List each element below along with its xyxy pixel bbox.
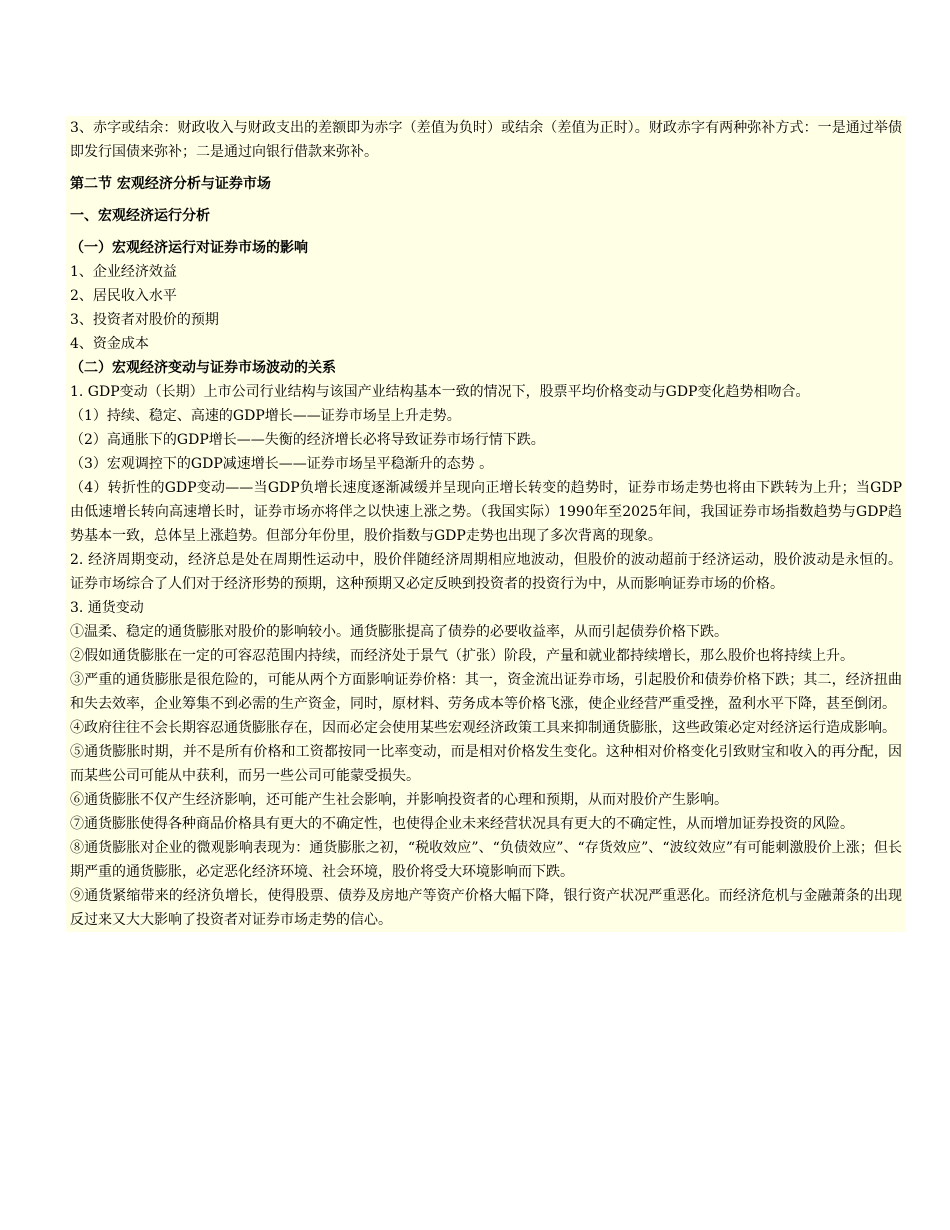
section-heading: 第二节 宏观经济分析与证券市场 (70, 176, 271, 192)
list-item: 4、资金成本 (70, 336, 149, 352)
list-item: ⑤通货膨胀时期，并不是所有价格和工资都按同一比率变动，而是相对价格发生变化。这种相对价格变化引致财宝和收入的再分配，因而某些公司可能从中获利，而另一些公司可能蒙受损失。 (70, 744, 902, 784)
list-item: ④政府往往不会长期容忍通货膨胀存在，因而必定会使用某些宏观经济政策工具来抑制通货膨胀，这些政策必定对经济运行造成影响。 (70, 720, 896, 736)
subsection-heading: 一、宏观经济运行分析 (70, 208, 210, 224)
list-item: 3、投资者对股价的预期 (70, 312, 219, 328)
list-item: ⑥通货膨胀不仅产生经济影响，还可能产生社会影响，并影响投资者的心理和预期，从而对股价产生影响。 (70, 792, 728, 808)
list-item: （2）高通胀下的GDP增长——失衡的经济增长必将导致证券市场行情下跌。 (70, 432, 545, 448)
paragraph-deficit: 3、赤字或结余：财政收入与财政支出的差额即为赤字（差值为负时）或结余（差值为正时）。财政赤字有两种弥补方式：一是通过举债即发行国债来弥补；二是通过向银行借款来弥补。 (70, 120, 902, 160)
subsubsection-heading-1: （一）宏观经济运行对证券市场的影响 (70, 240, 308, 256)
list-item: ②假如通货膨胀在一定的可容忍范围内持续，而经济处于景气（扩张）阶段，产量和就业都持续增长，那么股价也将持续上升。 (70, 648, 854, 664)
paragraph: 3. 通货变动 (70, 600, 144, 616)
subsubsection-heading-2: （二）宏观经济变动与证券市场波动的关系 (70, 360, 336, 376)
list-item: （3）宏观调控下的GDP减速增长——证券市场呈平稳渐升的态势 。 (70, 456, 494, 472)
list-item: ⑧通货膨胀对企业的微观影响表现为：通货膨胀之初，“税收效应”、“负债效应”、“存货效应”、“波纹效应”有可能刺激股价上涨；但长期严重的通货膨胀，必定恶化经济环境、社会环境，股价将受大环境影响而下跌。 (70, 840, 902, 880)
paragraph: 1. GDP变动（长期）上市公司行业结构与该国产业结构基本一致的情况下，股票平均价格变动与GDP变化趋势相吻合。 (70, 384, 810, 400)
list-item: ⑦通货膨胀使得各种商品价格具有更大的不确定性，也使得企业未来经营状况具有更大的不确定性，从而增加证券投资的风险。 (70, 816, 854, 832)
list-item: ⑨通货紧缩带来的经济负增长，使得股票、债券及房地产等资产价格大幅下降，银行资产状况严重恶化。而经济危机与金融萧条的出现反过来又大大影响了投资者对证券市场走势的信心。 (70, 888, 902, 928)
list-item: （4）转折性的GDP变动——当GDP负增长速度逐渐减缓并呈现向正增长转变的趋势时，证券市场走势也将由下跌转为上升；当GDP由低速增长转向高速增长时，证券市场亦将伴之以快速上涨之势。（我国实际）1990年至2025年间，我国证券市场指数趋势与GDP趋势基本一致，总体呈上涨趋势。但部分年份里，股价指数与GDP走势也出现了多次背离的现象。 (70, 480, 902, 544)
list-item: 1、企业经济效益 (70, 264, 177, 280)
list-item: 2、居民收入水平 (70, 288, 177, 304)
document-body (66, 116, 906, 932)
paragraph: 2. 经济周期变动，经济总是处在周期性运动中，股价伴随经济周期相应地波动，但股价的波动超前于经济运动，股价波动是永恒的。 证券市场综合了人们对于经济形势的预期，这种预期又必定反映到投资者的投资行为中，从而影响证券市场的价格。 (70, 552, 902, 592)
list-item: （1）持续、稳定、高速的GDP增长——证券市场呈上升走势。 (70, 408, 461, 424)
list-item: ①温柔、稳定的通货膨胀对股价的影响较小。通货膨胀提高了债券的必要收益率，从而引起债券价格下跌。 (70, 624, 728, 640)
list-item: ③严重的通货膨胀是很危险的，可能从两个方面影响证券价格：其一，资金流出证券市场，引起股价和债券价格下跌；其二，经济扭曲和失去效率，企业筹集不到必需的生产资金，同时，原材料、劳务成本等价格飞涨，使企业经营严重受挫，盈利水平下降，甚至倒闭。 (70, 672, 902, 712)
